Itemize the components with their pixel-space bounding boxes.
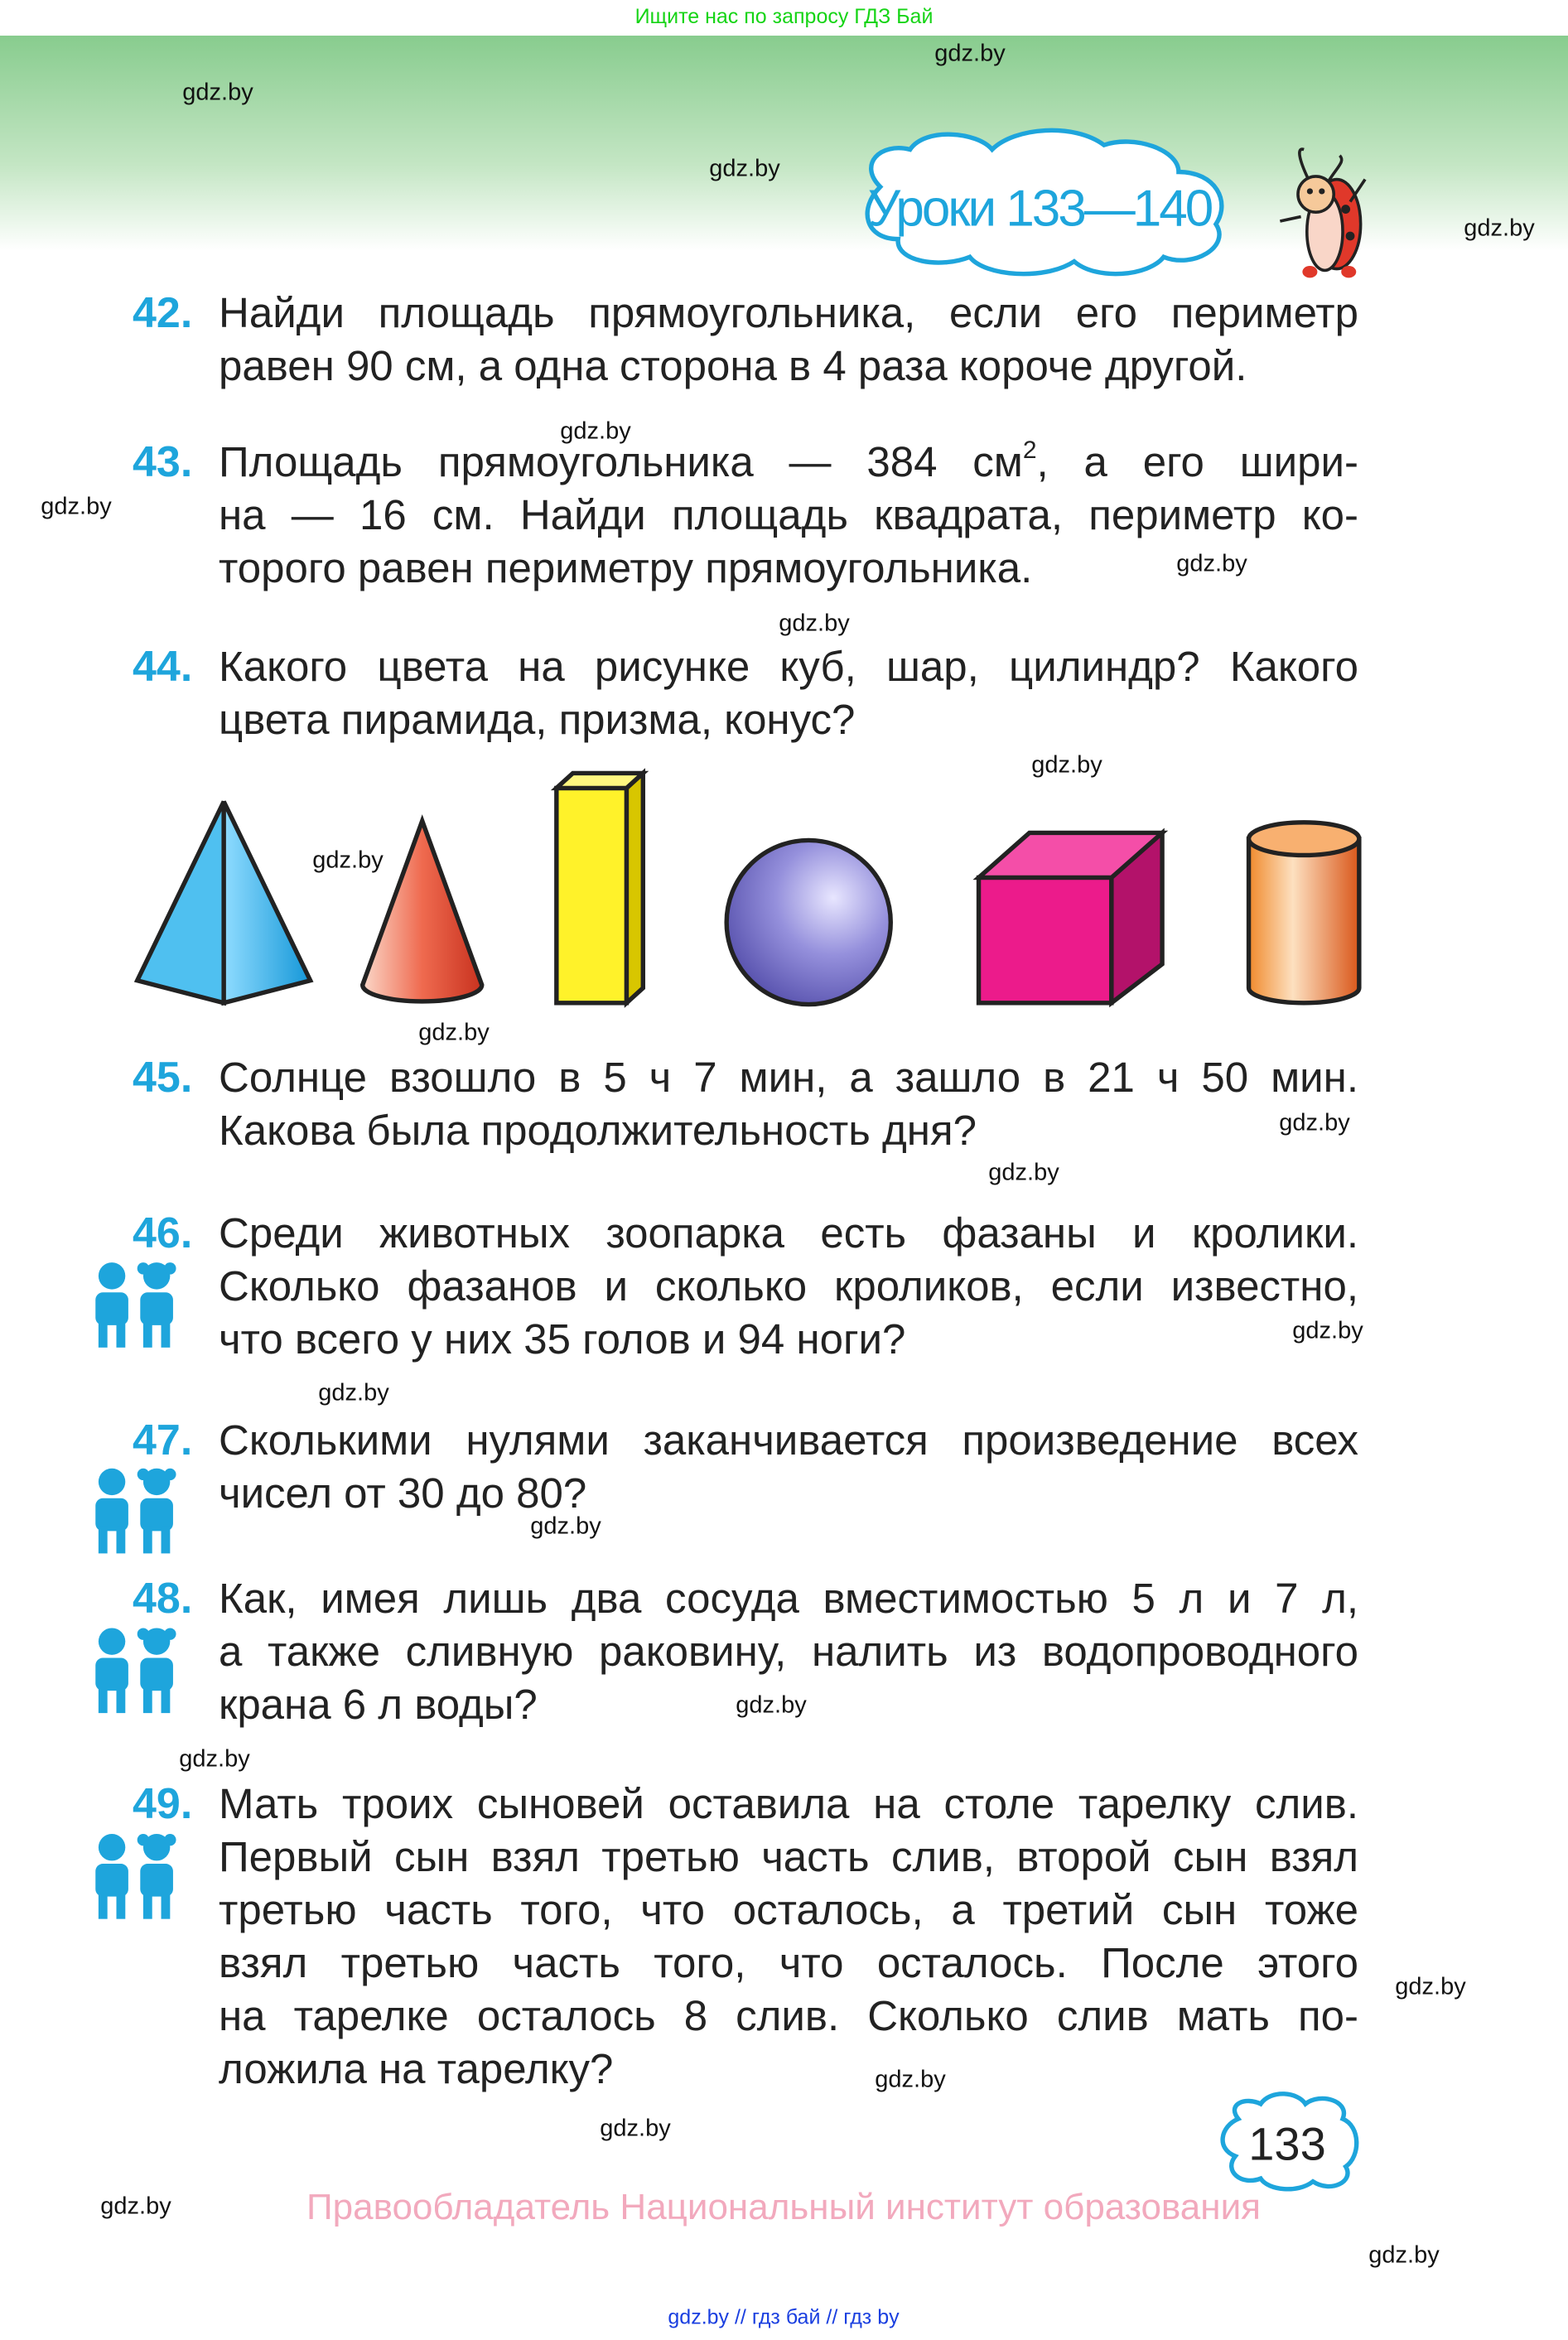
watermark: gdz.by (934, 40, 1006, 67)
problem-line: цвета пирамида, призма, конус? (219, 696, 856, 743)
problem-line: Сколько фазанов и сколько кроликов, если известно, (219, 1262, 1358, 1310)
pair-work-icon (95, 1834, 176, 1919)
problem-line: равен 90 см, а одна сторона в 4 раза короче другой. (219, 342, 1247, 389)
watermark: gdz.by (560, 417, 631, 445)
pair-work-icon (95, 1262, 176, 1348)
copyright-notice: Правообладатель Национальный институт образования (306, 2187, 1261, 2227)
watermark: gdz.by (1395, 1973, 1466, 2000)
problem-number: 46. (133, 1209, 193, 1257)
watermark: gdz.by (418, 1019, 490, 1046)
watermark: gdz.by (179, 1745, 250, 1773)
pyramid (138, 802, 311, 1003)
lesson-title: Уроки 133—140 (867, 180, 1212, 238)
watermark: gdz.by (875, 2066, 946, 2093)
watermark: gdz.by (1176, 550, 1247, 577)
watermark: gdz.by (1031, 751, 1102, 779)
problem-line: третью часть того, что осталось, а третий сын тоже (219, 1886, 1358, 1933)
watermark: gdz.by (100, 2193, 171, 2220)
problem-number: 43. (133, 438, 193, 486)
problem-number: 47. (133, 1416, 193, 1464)
watermark: gdz.by (312, 847, 384, 874)
watermark: gdz.by (1464, 215, 1535, 242)
problem-line: торого равен периметру прямоугольника. (219, 544, 1033, 591)
watermark: gdz.by (1292, 1317, 1363, 1344)
problem-text: , а его шири- (1036, 438, 1358, 485)
problem-line: на — 16 см. Найди площадь квадрата, периметр ко- (219, 491, 1358, 538)
problem-line: Среди животных зоопарка есть фазаны и кролики. (219, 1209, 1358, 1257)
problem-line: Как, имея лишь два сосуда вместимостью 5 л и 7 л, (219, 1575, 1358, 1622)
problem-line: Первый сын взял третью часть слив, второй сын взял (219, 1833, 1358, 1880)
watermark: gdz.by (1279, 1109, 1350, 1136)
sphere (726, 840, 890, 1004)
problem-line: Какого цвета на рисунке куб, шар, цилиндр? Какого (219, 643, 1358, 690)
problem-line: Найди площадь прямоугольника, если его периметр (219, 289, 1358, 336)
problem-line: крана 6 л воды? (219, 1681, 538, 1728)
problem-number: 45. (133, 1054, 193, 1102)
watermark: gdz.by (41, 493, 112, 520)
watermark: gdz.by (1368, 2241, 1440, 2269)
cube (979, 832, 1163, 1002)
problem-number: 42. (133, 289, 193, 337)
watermark: gdz.by (988, 1159, 1059, 1186)
problem-line: что всего у них 35 голов и 94 ноги? (219, 1315, 906, 1363)
watermark: gdz.by (709, 155, 780, 182)
page-number: 133 (1248, 2117, 1326, 2170)
problem-number: 49. (133, 1780, 193, 1828)
watermark: gdz.by (318, 1379, 389, 1406)
watermark: gdz.by (779, 610, 850, 637)
problem-line: чисел от 30 до 80? (219, 1469, 587, 1517)
problem-number: 48. (133, 1575, 193, 1623)
pair-work-icon (95, 1628, 176, 1713)
problem-line: Какова была продолжительность дня? (219, 1107, 977, 1154)
watermark: gdz.by (600, 2115, 671, 2142)
problem-line (219, 436, 1358, 489)
watermark: gdz.by (182, 79, 253, 106)
watermark: gdz.by (736, 1691, 807, 1719)
problem-line: а также сливную раковину, налить из водопроводного (219, 1628, 1358, 1675)
footer-links[interactable]: gdz.by // гдз бай // гдз by (668, 2305, 900, 2329)
problem-number: 44. (133, 643, 193, 691)
problem-text: Площадь прямоугольника — 384 см (219, 438, 1023, 485)
problem-line: на тарелке осталось 8 слив. Сколько слив мать по- (219, 1992, 1358, 2039)
superscript: 2 (1022, 437, 1037, 464)
problem-line: взял третью часть того, что осталось. После этого (219, 1939, 1358, 1986)
ladybug-icon (1280, 149, 1365, 277)
prism (557, 773, 643, 1002)
cylinder (1249, 823, 1359, 1003)
problem-line: ложила на тарелку? (219, 2045, 614, 2092)
problem-line: Мать троих сыновей оставила на столе тарелку слив. (219, 1780, 1358, 1827)
watermark: gdz.by (530, 1513, 601, 1540)
problem-line: Солнце взошло в 5 ч 7 мин, а зашло в 21 ч 50 мин. (219, 1054, 1358, 1101)
top-banner: Ищите нас по запросу ГДЗ Бай (634, 5, 934, 28)
problem-line: Сколькими нулями заканчивается произведение всех (219, 1416, 1358, 1464)
pair-work-icon (95, 1469, 176, 1554)
